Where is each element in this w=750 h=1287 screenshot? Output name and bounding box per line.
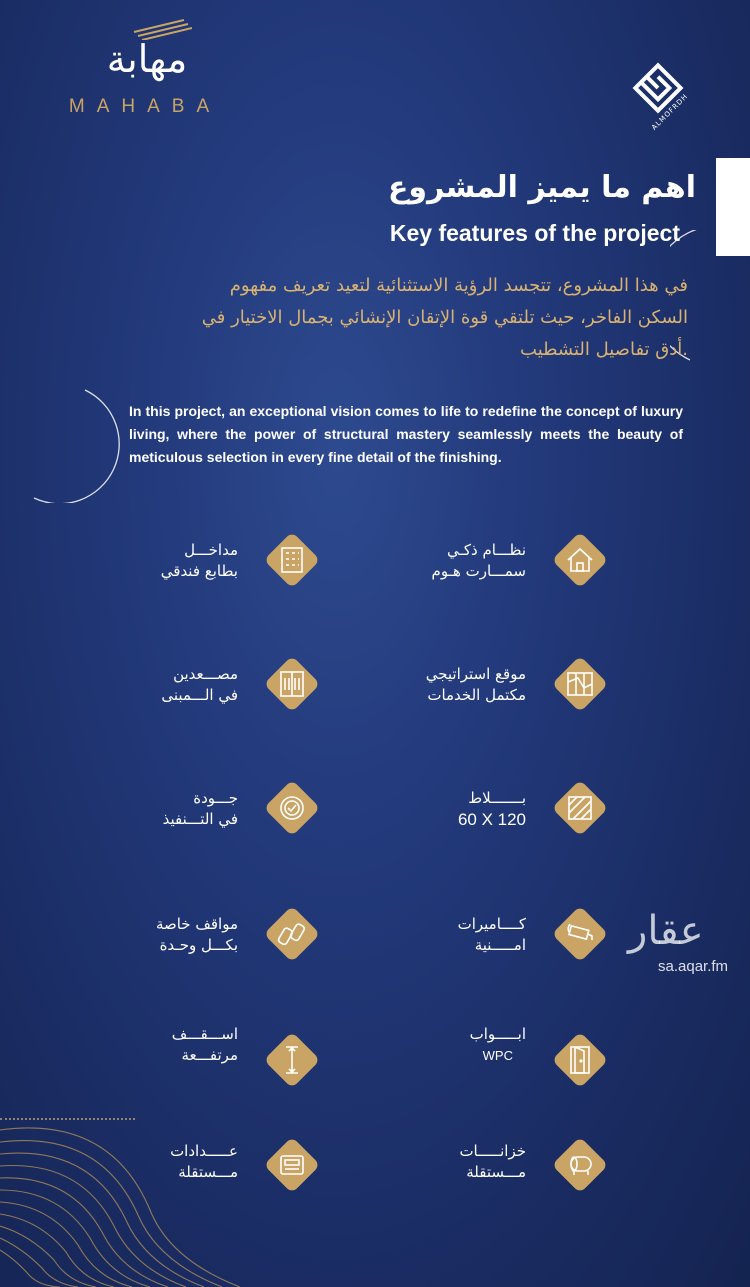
feature-label-meters [170,1141,238,1183]
brand-name-arabic: مهابة [106,37,188,81]
feature-subtitle: بطابع فندقي [160,562,238,580]
feature-label-parking [156,914,238,956]
building-icon [262,530,322,590]
quality-badge-icon [262,778,322,838]
feature-subtitle: مكتمل الخدمات [427,686,526,704]
feature-label-doors [470,1024,526,1066]
feature-label-cameras [458,914,526,956]
description-arabic-line: .أدق تفاصيل التشطيب [520,339,688,360]
feature-subtitle: سمـــارت هـوم [431,562,526,580]
watermark-logo-arabic: عقار [628,908,704,954]
car-parking-icon [262,904,322,964]
door-icon [550,1030,610,1090]
description-english: In this project, an exceptional vision comes to life to redefine the concept of luxury living, where the power of structural mastery seamlessly meets the beauty of meticulous selection in every fine detail of the finishing. [129,403,683,465]
feature-subtitle: امـــــنية [474,936,526,954]
page-title-english: Key features of the project [389,220,680,246]
feature-title: مصـــعدين [173,665,238,683]
feature-title: نظـــام ذكـي [446,541,526,559]
feature-title: اســـقـــف [171,1025,238,1043]
feature-title: مواقف خاصة [155,915,238,933]
decorative-waves [0,1100,260,1287]
water-tank-icon [550,1135,610,1195]
map-icon [550,654,610,714]
description-arabic-line: السكن الفاخر، حيث تلتقي قوة الإتقان الإنشائي بجمال الاختيار في [201,307,688,328]
feature-title: كــــاميرات [457,915,526,933]
page-title-arabic: اهم ما يميز المشروع [387,170,696,205]
feature-label-strategic-location [426,664,526,706]
tiles-icon [550,778,610,838]
feature-title: ابـــــواب [469,1025,526,1043]
feature-subtitle: بكـــل وحـدة [159,936,238,954]
decorative-arc-left [30,388,120,503]
feature-title: جـــودة [193,789,238,807]
feature-subtitle: في الـــمبنى [161,686,238,704]
ceiling-height-icon [262,1030,322,1090]
feature-label-quality [163,788,238,830]
feature-label-tiles [458,788,526,830]
meter-icon [262,1135,322,1195]
elevator-icon [262,654,322,714]
feature-label-smart-home [432,540,526,582]
feature-label-hotel-entrances [161,540,238,582]
brand-name-english: MAHABA [68,96,222,117]
feature-title: خزانـــــات [459,1142,526,1160]
smart-home-icon [550,530,610,590]
feature-title: مداخـــل [184,541,238,559]
watermark-url[interactable]: sa.aqar.fm [658,958,729,975]
feature-subtitle: WPC [482,1048,513,1063]
feature-title: موقع استراتيجي [425,665,526,683]
security-camera-icon [550,904,610,964]
decorative-white-tab [716,158,750,256]
developer-logo-icon [628,58,688,118]
developer-logo-text: ALMOFRDH [650,92,690,132]
feature-label-tanks [459,1141,526,1183]
feature-subtitle: 60 X 120 [457,810,526,829]
feature-title: عـــــدادات [170,1142,238,1160]
feature-title: بـــــــلاط [468,789,526,807]
feature-subtitle: في التـــنفيذ [162,810,238,828]
feature-subtitle: مـــستقلة [466,1163,526,1181]
decorative-dot-line [0,1118,135,1120]
feature-subtitle: مـــستقلة [178,1163,238,1181]
feature-label-ceilings [172,1024,238,1066]
feature-subtitle: مرتفـــعة [181,1046,238,1064]
feature-label-elevators [161,664,238,706]
description-arabic-line: في هذا المشروع، تتجسد الرؤية الاستثنائية لتعيد تعريف مفهوم [229,275,688,296]
description-arabic [118,270,688,366]
